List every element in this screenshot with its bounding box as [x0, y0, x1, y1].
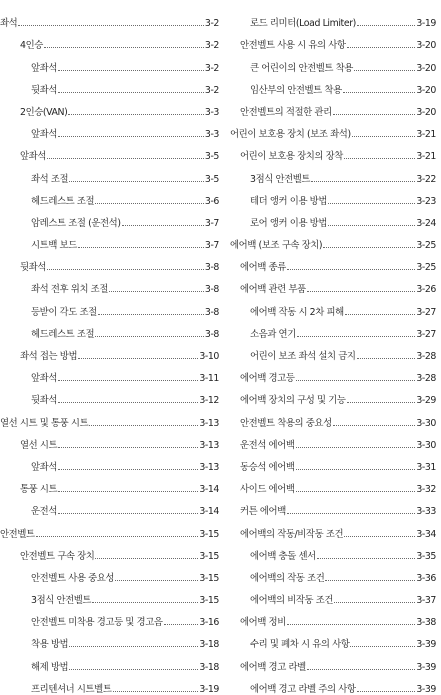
toc-entry-page-number: 3-20: [416, 40, 436, 52]
toc-entry-page-number: 3-2: [204, 18, 219, 30]
toc-entry[interactable]: [230, 562, 436, 584]
toc-entry-title: 에어백 정비: [240, 617, 286, 629]
toc-entry-page-number: 3-23: [416, 195, 436, 207]
dot-leader: [109, 291, 204, 292]
toc-entry-page-number: 3-15: [199, 572, 219, 584]
toc-entry[interactable]: [230, 384, 436, 406]
toc-entry[interactable]: [0, 229, 219, 251]
toc-entry[interactable]: [230, 51, 436, 73]
toc-entry-page-number: 3-28: [416, 351, 436, 362]
toc-entry-page-number: 3-8: [204, 306, 219, 318]
dot-leader: [333, 425, 416, 426]
toc-entry[interactable]: [230, 318, 436, 340]
dot-leader: [296, 491, 416, 492]
toc-entry-page-number: 3-6: [204, 195, 219, 207]
toc-entry[interactable]: [0, 517, 219, 539]
dot-leader: [69, 669, 198, 670]
toc-entry[interactable]: [0, 540, 219, 562]
toc-entry-page-number: 3-37: [416, 595, 436, 607]
dot-leader: [89, 425, 198, 426]
dot-leader: [113, 691, 199, 692]
toc-entry[interactable]: [0, 384, 219, 406]
toc-entry-page-number: 3-3: [204, 106, 219, 118]
toc-entry[interactable]: [230, 451, 436, 473]
toc-entry-title: 에어백 경고등: [240, 373, 295, 385]
dot-leader: [287, 624, 415, 625]
toc-entry-page-number: 3-14: [199, 506, 219, 518]
toc-entry[interactable]: [0, 362, 219, 384]
dot-leader: [344, 158, 415, 159]
dot-leader: [78, 358, 198, 359]
dot-leader: [58, 491, 198, 492]
dot-leader: [98, 314, 204, 315]
toc-entry[interactable]: [0, 295, 219, 317]
toc-entry-title: 임산부의 안전벨트 착용: [250, 84, 342, 96]
toc-entry-page-number: 3-15: [199, 528, 219, 540]
dot-leader: [352, 136, 416, 137]
toc-entry-title: 에어백의 작동 조건: [250, 572, 325, 584]
dot-leader: [47, 269, 204, 270]
dot-leader: [47, 158, 204, 159]
toc-entry-page-number: 3-30: [416, 417, 436, 429]
toc-entry-page-number: 3-34: [416, 528, 436, 540]
toc-entry[interactable]: [0, 162, 219, 184]
dot-leader: [58, 92, 204, 93]
toc-entry[interactable]: [0, 429, 219, 451]
toc-entry-page-number: 3-19: [199, 683, 219, 695]
toc-entry-page-number: 3-15: [199, 595, 219, 607]
toc-entry[interactable]: [0, 74, 219, 96]
toc-entry[interactable]: [230, 162, 436, 184]
toc-entry-title: 에어백 작동 시 2차 피해: [250, 306, 344, 318]
toc-entry[interactable]: [230, 517, 436, 539]
dot-leader: [58, 469, 198, 470]
dot-leader: [296, 380, 416, 381]
dot-leader: [164, 624, 199, 625]
toc-entry-title: 통풍 시트: [20, 484, 58, 496]
toc-entry[interactable]: [0, 340, 219, 362]
toc-entry[interactable]: [230, 406, 436, 428]
toc-entry-page-number: 3-36: [416, 572, 436, 584]
toc-entry-title: 해제 방법: [31, 661, 69, 673]
dot-leader: [287, 513, 415, 514]
toc-entry-title: 앞좌석: [31, 373, 57, 385]
toc-entry-page-number: 3-10: [199, 351, 219, 362]
toc-entry[interactable]: [0, 51, 219, 73]
toc-entry-title: 앞좌석: [31, 62, 57, 74]
dot-leader: [357, 691, 416, 692]
dot-leader: [95, 558, 198, 559]
toc-entry[interactable]: [0, 628, 219, 650]
toc-entry-title: 테더 앵커 이용 방법: [250, 195, 327, 207]
toc-entry[interactable]: [230, 185, 436, 207]
dot-leader: [317, 558, 416, 559]
toc-entry-page-number: 3-27: [416, 306, 436, 318]
toc-entry-page-number: 3-31: [416, 461, 436, 473]
toc-entry-title: 안전벨트 사용 중요성: [31, 572, 115, 584]
toc-entry-title: 안전벨트 착용의 중요성: [240, 417, 332, 429]
toc-entry[interactable]: [230, 74, 436, 96]
toc-entry-page-number: 3-8: [204, 284, 219, 296]
toc-entry-page-number: 3-35: [416, 550, 436, 562]
dot-leader: [69, 181, 204, 182]
toc-entry[interactable]: [0, 406, 219, 428]
toc-entry-title: 프리텐셔너 시트벨트: [31, 683, 112, 695]
toc-column-left: [0, 7, 219, 695]
dot-leader: [58, 447, 198, 448]
toc-entry[interactable]: [0, 451, 219, 473]
toc-entry-title: 동승석 에어백: [240, 461, 295, 473]
toc-entry[interactable]: [230, 473, 436, 495]
toc-entry[interactable]: [0, 473, 219, 495]
toc-entry-title: 어린이 보조 좌석 설치 금지: [250, 351, 356, 362]
dot-leader: [350, 646, 415, 647]
dot-leader: [115, 580, 198, 581]
toc-entry-title: 열선 시트: [20, 439, 58, 451]
toc-entry-title: 소음과 연기: [250, 328, 296, 340]
dot-leader: [343, 92, 416, 93]
toc-entry-page-number: 3-24: [416, 217, 436, 229]
toc-entry[interactable]: [0, 318, 219, 340]
dot-leader: [347, 47, 416, 48]
toc-entry-title: 사이드 에어백: [240, 484, 295, 496]
toc-entry[interactable]: [0, 495, 219, 517]
toc-entry[interactable]: [0, 650, 219, 672]
toc-entry-page-number: 3-2: [204, 84, 219, 96]
dot-leader: [18, 25, 204, 26]
toc-entry-page-number: 3-20: [416, 106, 436, 118]
toc-entry-page-number: 3-11: [199, 373, 219, 385]
toc-entry[interactable]: [230, 628, 436, 650]
toc-entry-title: 에어백 장치의 구성 및 기능: [240, 395, 346, 407]
toc-entry-title: 4인승: [20, 40, 43, 52]
dot-leader: [311, 181, 415, 182]
toc-entry-title: 에어백 경고 라벨 주의 사항: [250, 683, 356, 695]
toc-entry[interactable]: [230, 362, 436, 384]
toc-entry[interactable]: [230, 295, 436, 317]
toc-entry-title: 안전벨트 구속 장치: [20, 550, 95, 562]
dot-leader: [307, 291, 416, 292]
toc-entry-page-number: 3-13: [199, 439, 219, 451]
toc-entry-title: 뒷좌석: [31, 395, 57, 407]
toc-entry-page-number: 3-29: [416, 395, 436, 407]
toc-entry-title: 에어백 경고 라벨: [240, 661, 306, 673]
dot-leader: [78, 247, 204, 248]
toc-entry-title: 어린이 보호용 장치 (보조 좌석): [230, 129, 351, 141]
toc-entry[interactable]: [230, 584, 436, 606]
toc-entry-page-number: 3-16: [199, 617, 219, 629]
toc-entry-page-number: 3-8: [204, 328, 219, 340]
toc-entry-title: 좌석: [0, 18, 18, 30]
toc-entry[interactable]: [230, 7, 436, 29]
toc-entry[interactable]: [230, 118, 436, 140]
dot-leader: [345, 314, 416, 315]
toc-entry[interactable]: [230, 540, 436, 562]
toc-entry-page-number: 3-5: [204, 173, 219, 185]
toc-entry-page-number: 3-28: [416, 373, 436, 385]
dot-leader: [344, 536, 415, 537]
dot-leader: [357, 358, 416, 359]
toc-entry[interactable]: [230, 340, 436, 362]
dot-leader: [334, 602, 415, 603]
toc-entry-page-number: 3-15: [199, 550, 219, 562]
toc-entry-page-number: 3-26: [416, 284, 436, 296]
toc-entry-title: 앞좌석: [31, 129, 57, 141]
toc-entry[interactable]: [230, 251, 436, 273]
dot-leader: [328, 225, 415, 226]
dot-leader: [307, 669, 416, 670]
toc-entry[interactable]: [230, 29, 436, 51]
toc-entry[interactable]: [0, 140, 219, 162]
toc-entry[interactable]: [0, 185, 219, 207]
toc-entry[interactable]: [230, 495, 436, 517]
toc-entry-title: 에어백 종류: [240, 262, 286, 274]
toc-entry-title: 좌석 접는 방법: [20, 351, 78, 362]
dot-leader: [44, 47, 204, 48]
toc-entry-page-number: 3-30: [416, 439, 436, 451]
toc-column-right: [230, 7, 436, 695]
toc-entry-page-number: 3-8: [204, 262, 219, 274]
toc-entry-page-number: 3-2: [204, 62, 219, 74]
toc-entry[interactable]: [230, 429, 436, 451]
toc-entry-page-number: 3-27: [416, 328, 436, 340]
dot-leader: [357, 25, 415, 26]
toc-entry-title: 좌석 전후 위치 조절: [31, 284, 108, 296]
toc-entry-page-number: 3-5: [204, 151, 219, 163]
toc-entry-page-number: 3-3: [204, 129, 219, 141]
toc-entry-title: 2인승(VAN): [20, 106, 68, 118]
toc-entry[interactable]: [0, 118, 219, 140]
dot-leader: [58, 402, 198, 403]
dot-leader: [333, 114, 416, 115]
dot-leader: [354, 70, 415, 71]
toc-entry-page-number: 3-19: [416, 18, 436, 30]
toc-entry-page-number: 3-14: [199, 484, 219, 496]
toc-entry-page-number: 3-21: [416, 129, 436, 141]
toc-entry[interactable]: [0, 207, 219, 229]
toc-entry-title: 착용 방법: [31, 639, 69, 651]
toc-entry-page-number: 3-39: [416, 683, 436, 695]
dot-leader: [58, 380, 198, 381]
dot-leader: [297, 336, 415, 337]
dot-leader: [92, 602, 198, 603]
dot-leader: [58, 136, 204, 137]
toc-entry-page-number: 3-32: [416, 484, 436, 496]
dot-leader: [122, 225, 204, 226]
dot-leader: [58, 70, 204, 71]
toc-entry-page-number: 3-13: [199, 417, 219, 429]
toc-entry-page-number: 3-33: [416, 506, 436, 518]
dot-leader: [69, 646, 198, 647]
toc-entry-title: 에어백 충돌 센서: [250, 550, 316, 562]
toc-entry-page-number: 3-18: [199, 639, 219, 651]
toc-entry[interactable]: [0, 584, 219, 606]
dot-leader: [287, 269, 415, 270]
toc-entry-title: 로드 리미터(Load Limiter): [250, 18, 356, 30]
toc-entry-title: 안전벨트 미착용 경고등 및 경고음: [31, 617, 163, 629]
toc-entry-title: 수리 및 폐차 시 유의 사항: [250, 639, 350, 651]
toc-entry-title: 안전벨트: [0, 528, 35, 540]
toc-entry-page-number: 3-25: [416, 262, 436, 274]
toc-entry-title: 어린이 보호용 장치의 장착: [240, 151, 343, 163]
toc-entry-title: 안전벨트의 적절한 관리: [240, 106, 332, 118]
dot-leader: [36, 536, 199, 537]
toc-entry[interactable]: [0, 96, 219, 118]
toc-entry[interactable]: [230, 229, 436, 251]
dot-leader: [95, 336, 204, 337]
toc-entry-title: 열선 시트 및 통풍 시트: [0, 417, 89, 429]
toc-entry-page-number: 3-39: [416, 661, 436, 673]
toc-entry-title: 암레스트 조절 (운전석): [31, 217, 121, 229]
toc-entry[interactable]: [0, 29, 219, 51]
dot-leader: [95, 203, 204, 204]
toc-entry-page-number: 3-7: [204, 240, 219, 252]
toc-entry[interactable]: [230, 140, 436, 162]
toc-entry[interactable]: [0, 7, 219, 29]
toc-entry-page-number: 3-13: [199, 461, 219, 473]
toc-entry[interactable]: [230, 96, 436, 118]
toc-entry[interactable]: [230, 606, 436, 628]
toc-entry-title: 에어백 (보조 구속 장치): [230, 240, 323, 252]
toc-entry-title: 앞좌석: [31, 461, 57, 473]
toc-entry[interactable]: [230, 273, 436, 295]
toc-entry-title: 3점식 안전벨트: [31, 595, 92, 607]
toc-entry-title: 로어 앵커 이용 방법: [250, 217, 327, 229]
toc-entry-title: 헤드레스트 조절: [31, 195, 95, 207]
toc-entry-page-number: 3-7: [204, 217, 219, 229]
toc-entry-title: 에어백의 비작동 조건: [250, 595, 334, 607]
toc-entry[interactable]: [230, 650, 436, 672]
toc-entry-title: 운전석: [31, 506, 57, 518]
toc-entry-page-number: 3-20: [416, 84, 436, 96]
dot-leader: [296, 447, 416, 448]
toc-entry-title: 좌석 조절: [31, 173, 69, 185]
toc-entry-page-number: 3-21: [416, 151, 436, 163]
toc-entry-title: 시트백 보드: [31, 240, 77, 252]
toc-entry-page-number: 3-25: [416, 240, 436, 252]
toc-entry-title: 앞좌석: [20, 151, 46, 163]
dot-leader: [68, 114, 203, 115]
toc-entry-title: 뒷좌석: [20, 262, 46, 274]
toc-entry[interactable]: [0, 273, 219, 295]
toc-entry-title: 에어백의 작동/비작동 조건: [240, 528, 344, 540]
toc-entry[interactable]: [230, 673, 436, 695]
toc-entry[interactable]: [0, 606, 219, 628]
toc-entry-title: 3점식 안전벨트: [250, 173, 311, 185]
toc-entry-title: 커튼 에어백: [240, 506, 286, 518]
dot-leader: [58, 513, 198, 514]
toc-entry-page-number: 3-38: [416, 617, 436, 629]
toc-entry-title: 등받이 각도 조절: [31, 306, 97, 318]
toc-entry-title: 뒷좌석: [31, 84, 57, 96]
dot-leader: [296, 469, 416, 470]
toc-entry-title: 운전석 에어백: [240, 439, 295, 451]
toc-entry-page-number: 3-20: [416, 62, 436, 74]
toc-entry-title: 안전벨트 사용 시 유의 사항: [240, 40, 346, 52]
toc-entry-page-number: 3-18: [199, 661, 219, 673]
toc-entry-page-number: 3-39: [416, 639, 436, 651]
toc-entry[interactable]: [230, 207, 436, 229]
toc-entry[interactable]: [0, 673, 219, 695]
dot-leader: [328, 203, 415, 204]
dot-leader: [325, 580, 415, 581]
toc-entry[interactable]: [0, 562, 219, 584]
toc-entry-title: 헤드레스트 조절: [31, 328, 95, 340]
toc-entry-page-number: 3-22: [416, 173, 436, 185]
toc-entry-page-number: 3-12: [199, 395, 219, 407]
toc-entry[interactable]: [0, 251, 219, 273]
dot-leader: [323, 247, 415, 248]
toc-entry-page-number: 3-2: [204, 40, 219, 52]
toc-entry-title: 큰 어린이의 안전벨트 착용: [250, 62, 353, 74]
dot-leader: [347, 402, 416, 403]
toc-entry-title: 에어백 관련 부품: [240, 284, 306, 296]
